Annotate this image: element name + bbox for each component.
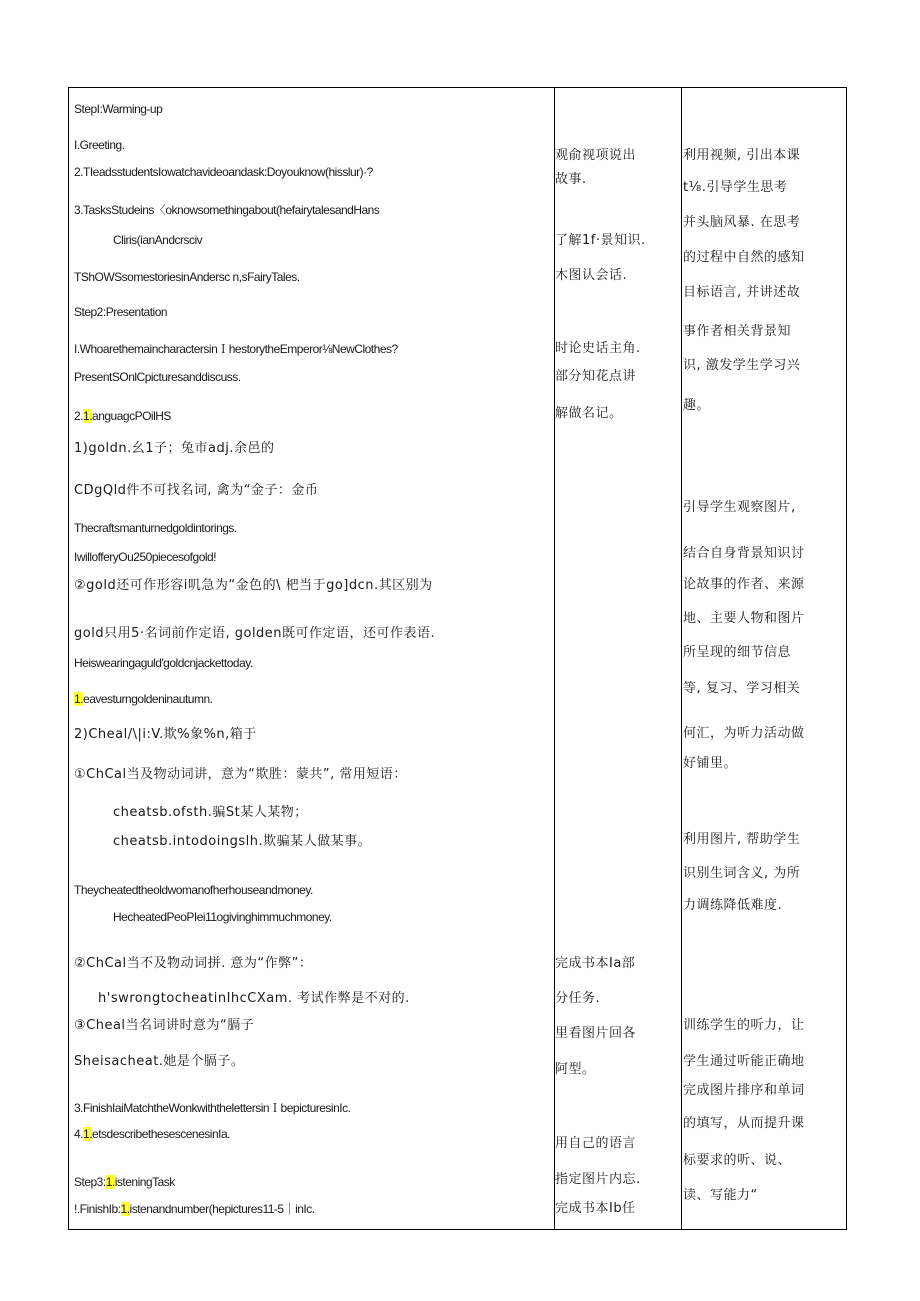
line-text: eavesturngoldeninautumn. <box>83 692 213 706</box>
intent-text-line: 目标语言, 并讲述故 <box>683 285 801 300</box>
line-text: I.Greeting. <box>74 138 125 152</box>
line-text: PresentSOnlCpicturesanddiscuss. <box>74 370 241 384</box>
intent-text-line: t⅛.引导学生思考 <box>683 180 788 195</box>
activity-text-line: 观俞视项说出 <box>555 148 637 163</box>
line-text: cheatsb.ofsth.骗St某人某物； <box>113 805 308 820</box>
line-text: ②ChCal当不及物动词拼. 意为“作弊”： <box>74 956 313 971</box>
highlighted-marker: 1. <box>120 1202 130 1216</box>
step-text-line <box>74 164 373 180</box>
intent-text-line: 的过程中自然的感知 <box>683 250 805 265</box>
intent-text-line: 识, 激发学生学习兴 <box>683 358 801 373</box>
step-text-line <box>74 1100 350 1116</box>
line-text: Sheisacheat.她是个膈子。 <box>74 1054 245 1069</box>
line-text: isteningTask <box>114 1175 175 1189</box>
activity-text-line: 部分知花点讲 <box>555 369 637 384</box>
step-text-line <box>74 655 253 671</box>
step-text-line <box>74 304 167 320</box>
activity-text-line: 用自己的语言 <box>555 1136 637 1151</box>
highlighted-marker: 1. <box>74 692 84 706</box>
intent-text-line: 利用视频, 引出本课 <box>683 148 801 163</box>
line-text: 2)Cheal/\|i:V.欺%象%n,箱于 <box>74 727 257 742</box>
line-text: Cliris(ianAndcrsciv <box>113 233 203 247</box>
line-text: Thecraftsmanturnedgoldintorings. <box>74 521 237 535</box>
intent-text-line: 趣。 <box>683 398 711 413</box>
activity-text-line: 了解1f·景知识. <box>555 233 646 248</box>
step-text-line <box>74 767 407 783</box>
line-text: TShOWSsomestoriesinAndersc n,sFairyTales. <box>74 270 300 284</box>
step-text-line <box>74 369 241 385</box>
step-text-line <box>113 805 308 821</box>
intent-text-line: 力调练降低难度. <box>683 898 783 913</box>
intent-text-line: 好铺里。 <box>683 756 738 771</box>
line-text: anguagcPOilHS <box>92 409 171 423</box>
activity-text-line: 完成书本Ia部 <box>555 956 636 971</box>
intent-text-line: 地、主要人物和图片 <box>683 611 805 626</box>
activity-text-line: 木图认会话. <box>555 268 628 283</box>
line-text: etsdescribethesescenesinIa. <box>92 1127 230 1141</box>
line-prefix: Step3: <box>74 1175 106 1189</box>
line-text: I.WhoarethemaincharactersinＩhestorytheEmperor⅛NewClothes? <box>74 342 398 356</box>
intent-text-line: 事作者相关背景知 <box>683 324 792 339</box>
line-text: cheatsb.intodoingslh.欺骗某人做某事。 <box>113 834 372 849</box>
line-text: Theycheatedtheoldwomanofherhouseandmoney. <box>74 883 313 897</box>
step-text-line <box>74 269 300 285</box>
activity-text-line: 阿型。 <box>555 1062 596 1077</box>
line-text: Heiswearingaguld'goldcnjackettoday. <box>74 656 253 670</box>
step-text-line <box>74 956 312 972</box>
column-divider-2 <box>681 88 682 1229</box>
line-text: Step2:Presentation <box>74 305 168 319</box>
step-text-line <box>74 483 318 499</box>
line-text: gold只用5·名词前作定语, golden既可作定语，还可作表语. <box>74 626 436 641</box>
step-text-line <box>113 909 332 925</box>
activity-text-line: 解做名记。 <box>555 406 623 421</box>
intent-text-line: 识别生词含义, 为所 <box>683 866 801 881</box>
line-text: IwillofferyOu250piecesofgold! <box>74 550 217 564</box>
intent-text-line: 的填写，从而提升课 <box>683 1116 805 1131</box>
line-prefix: !.FinishIb: <box>74 1202 121 1216</box>
line-text: 3.TasksStudeins〈oknowsomethingabout(hefairytalesandHans <box>74 203 380 217</box>
intent-text-line: 利用图片, 帮助学生 <box>683 832 801 847</box>
step-text-line <box>74 202 379 218</box>
highlighted-marker: 1. <box>83 1127 93 1141</box>
step-text-line <box>74 101 162 117</box>
column-divider-1 <box>554 88 555 1229</box>
line-text: istenandnumber(hepictures11-5｜inIc. <box>129 1202 315 1216</box>
intent-text-line: 所呈现的细节信息 <box>683 645 792 660</box>
step-text-line <box>113 232 202 248</box>
line-text: StepI:Warming-up <box>74 102 163 116</box>
intent-text-line: 结合自身背景知识讨 <box>683 546 805 561</box>
step-text-line <box>74 408 171 424</box>
activity-text-line: 故事. <box>555 172 587 187</box>
activity-text-line: 时论史话主角. <box>555 341 641 356</box>
line-text: 3.FinishIaiMatchtheWonkwiththelettersinＩbepicturesinIc. <box>74 1101 351 1115</box>
step-text-line <box>74 520 237 536</box>
intent-text-line: 并头脑风暴. 在思考 <box>683 215 801 230</box>
step-text-line <box>74 1126 230 1142</box>
line-prefix: 4. <box>74 1127 84 1141</box>
step-text-line <box>74 441 275 457</box>
line-text: 1)goldn.幺1子；兔市adj.余邑的 <box>74 441 275 456</box>
line-text: h'swrongtocheatinIhcCXam. 考试作弊是不对的. <box>98 991 410 1006</box>
step-text-line <box>74 137 125 153</box>
line-text: ②gold还可作形容i叽急为“金色的\ 杷当于go]dcn.其区别为 <box>74 578 433 593</box>
line-text: ①ChCal当及物动词讲，意为“欺胜：蒙共”, 常用短语： <box>74 767 407 782</box>
intent-text-line: 训练学生的听力，让 <box>683 1018 805 1033</box>
line-text: CDgQld件不可找名词, 禽为“金子：金币 <box>74 483 319 498</box>
line-text: 2.TIeadsstudentsIowatchavideoandask:Doyouknow(hisslur)·? <box>74 165 373 179</box>
step-text-line <box>74 549 216 565</box>
intent-text-line: 何汇，为听力活动做 <box>683 726 805 741</box>
activity-text-line: 里看图片回各 <box>555 1026 637 1041</box>
highlighted-marker: 1. <box>83 409 93 423</box>
intent-text-line: 等, 复习、学习相关 <box>683 681 801 696</box>
activity-text-line: 指定图片内忘. <box>555 1172 641 1187</box>
step-text-line <box>74 1054 244 1070</box>
intent-text-line: 完成图片排序和单词 <box>683 1083 805 1098</box>
step-text-line <box>74 691 212 707</box>
step-text-line <box>74 882 313 898</box>
highlighted-marker: 1. <box>105 1175 115 1189</box>
activity-text-line: 完成书本Ib任 <box>555 1201 636 1216</box>
step-text-line <box>74 626 435 642</box>
step-text-line <box>74 727 257 743</box>
step-text-line <box>98 991 410 1007</box>
step-text-line <box>113 834 371 850</box>
activity-text-line: 分任务. <box>555 991 601 1006</box>
step-text-line <box>74 1201 315 1217</box>
intent-text-line: 读、写能力“ <box>683 1188 758 1203</box>
line-text: ③Cheal当名词讲时意为“膈子 <box>74 1018 255 1033</box>
step-text-line <box>74 1018 254 1034</box>
intent-text-line: 学生通过听能正确地 <box>683 1054 805 1069</box>
line-text: HecheatedPeoPIei11ogivinghimmuchmoney. <box>113 910 332 924</box>
intent-text-line: 论故事的作者、来源 <box>683 577 805 592</box>
step-text-line <box>74 341 398 357</box>
step-text-line <box>74 1174 175 1190</box>
intent-text-line: 引导学生观察图片, <box>683 500 796 515</box>
line-prefix: 2. <box>74 409 84 423</box>
step-text-line <box>74 578 433 594</box>
intent-text-line: 标要求的听、说、 <box>683 1153 792 1168</box>
